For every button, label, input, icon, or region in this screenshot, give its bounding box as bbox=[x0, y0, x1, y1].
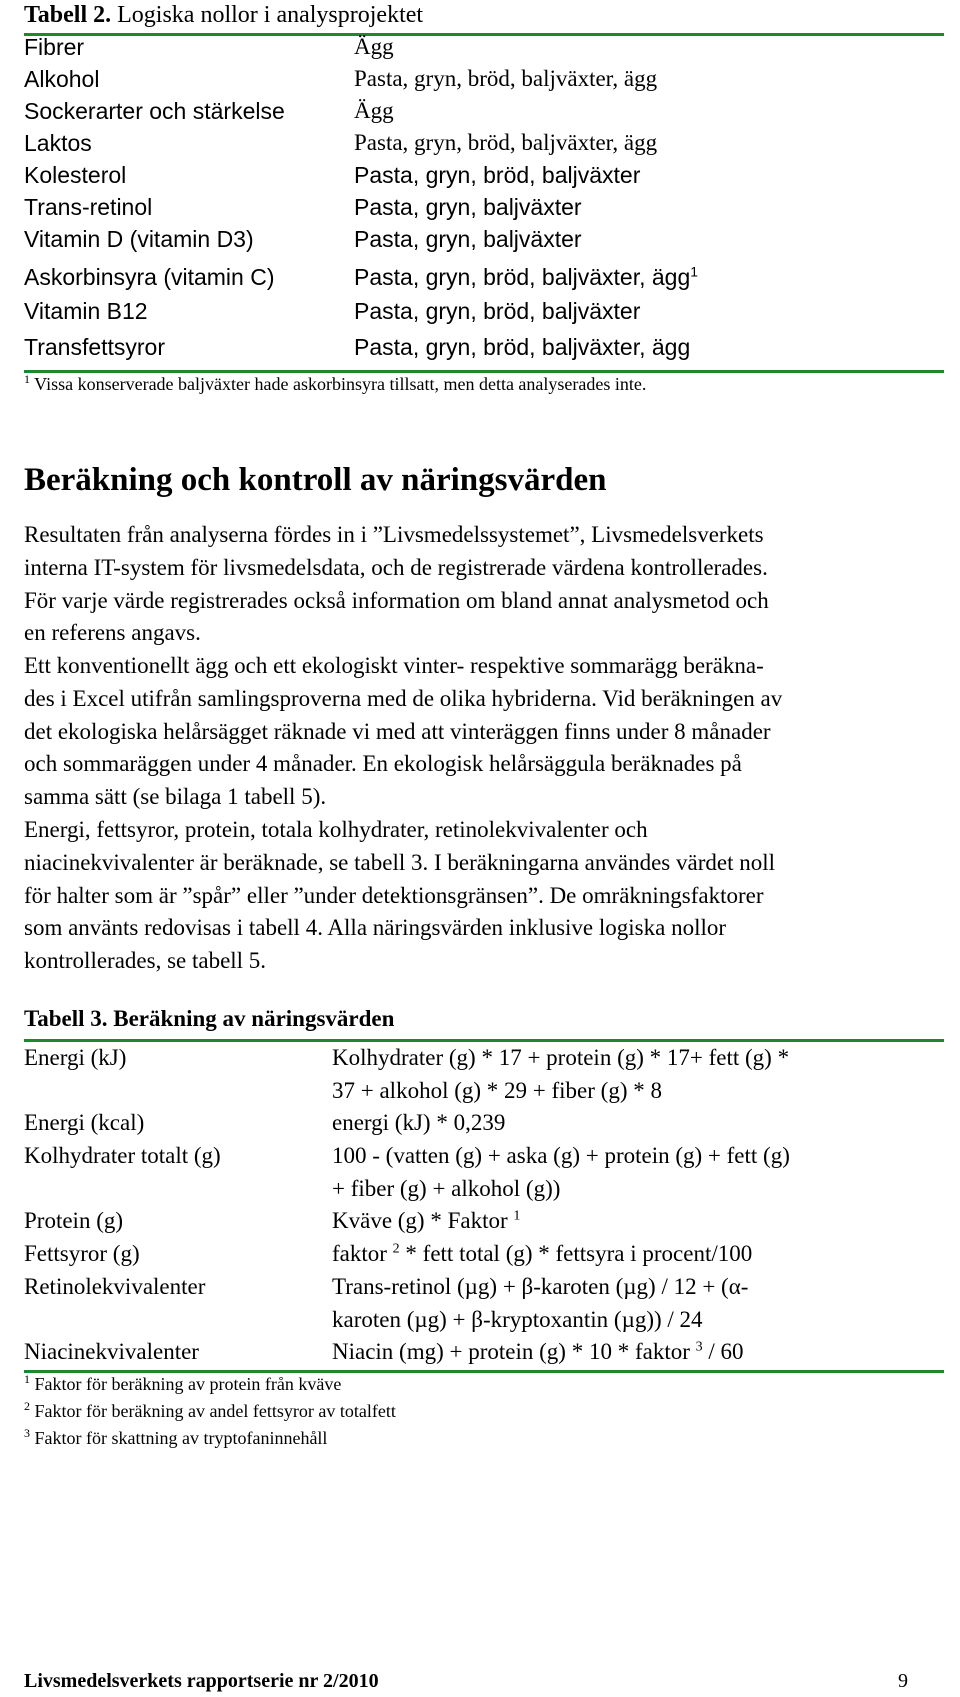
table2-nutrient: Laktos bbox=[24, 130, 92, 156]
table2-nutrient: Transfettsyror bbox=[24, 334, 166, 360]
table3-formula-line: 37 + alkohol (g) * 29 + fiber (g) * 8 bbox=[332, 1077, 662, 1103]
table2-foods: Pasta, gryn, bröd, baljväxter bbox=[354, 162, 641, 188]
paragraph-line: Resultaten från analyserna fördes in i ”Livsmedelssystemet”, Livsmedelsverkets bbox=[24, 522, 764, 547]
table3-label: Energi (kcal) bbox=[24, 1110, 145, 1135]
table3-footnote-text: Faktor för beräkning av andel fettsyror av totalfett bbox=[30, 1401, 396, 1421]
paragraph-line: kontrollerades, se tabell 5. bbox=[24, 948, 267, 974]
table2-row bbox=[24, 264, 944, 294]
table2-footnote-text: Vissa konserverade baljväxter hade askorbinsyra tillsatt, men detta analyserades inte. bbox=[30, 374, 647, 394]
table2-footnote-ref: 1 bbox=[690, 263, 699, 280]
table2-title bbox=[24, 2, 423, 29]
table2-foods: Pasta, gryn, bröd, baljväxter, ägg bbox=[354, 66, 658, 91]
table3-footnote bbox=[24, 1428, 327, 1449]
table2-title-label: Tabell 2. bbox=[24, 2, 112, 28]
table2-nutrient: Askorbinsyra (vitamin C) bbox=[24, 264, 275, 290]
table3-label: Energi (kJ) bbox=[24, 1045, 127, 1070]
table3-label: Retinolekvivalenter bbox=[24, 1274, 206, 1299]
table2-nutrient: Fibrer bbox=[24, 34, 85, 60]
table2-bottom-rule bbox=[24, 370, 944, 373]
table3-footnote-ref: 1 bbox=[513, 1208, 521, 1224]
table2-nutrient: Vitamin D (vitamin D3) bbox=[24, 226, 254, 252]
table2-foods: Pasta, gryn, bröd, baljväxter, ägg bbox=[354, 264, 691, 290]
table3-footnote-text: Faktor för beräkning av protein från kväve bbox=[30, 1374, 342, 1394]
table2-nutrient: Alkohol bbox=[24, 66, 100, 92]
table2-foods: Ägg bbox=[354, 34, 394, 59]
table2-footnote bbox=[24, 374, 646, 395]
paragraph-line: och sommaräggen under 4 månader. En ekologisk helårsäggula beräknades på bbox=[24, 751, 742, 777]
table3-formula bbox=[332, 1042, 932, 1107]
paragraph-2 bbox=[24, 650, 944, 814]
table2-row bbox=[24, 334, 944, 364]
paragraph-line: som använts redovisas i tabell 4. Alla näringsvärden inklusive logiska nollor bbox=[24, 915, 727, 941]
paragraph-line: niacinekvivalenter är beräknade, se tabell 3. I beräkningarna användes värdet noll bbox=[24, 849, 775, 875]
table2-nutrient: Sockerarter och stärkelse bbox=[24, 98, 285, 124]
table2-row bbox=[24, 34, 944, 64]
table3-label: Kolhydrater totalt (g) bbox=[24, 1143, 221, 1168]
table3-formula bbox=[332, 1107, 932, 1140]
table3-formula-text: / 60 bbox=[702, 1339, 744, 1364]
table2-foods: Pasta, gryn, bröd, baljväxter, ägg bbox=[354, 130, 658, 155]
table2-row bbox=[24, 194, 944, 224]
table2-foods-wrap bbox=[354, 264, 698, 291]
table3-footnote bbox=[24, 1374, 341, 1395]
paragraph-line: en referens angavs. bbox=[24, 620, 201, 646]
table3-footnote-ref: 3 bbox=[695, 1339, 703, 1355]
table2-nutrient: Kolesterol bbox=[24, 162, 127, 188]
page-number: 9 bbox=[898, 1670, 908, 1692]
table2-foods: Pasta, gryn, bröd, baljväxter, ägg bbox=[354, 334, 691, 360]
table3-formula-text: * fett total (g) * fettsyra i procent/100 bbox=[399, 1241, 753, 1266]
table3-formula bbox=[332, 1205, 932, 1238]
table3-formula-line: Trans-retinol (µg) + β-karoten (µg) / 12 + (α- bbox=[332, 1274, 749, 1299]
table2-row bbox=[24, 162, 944, 192]
table2-row bbox=[24, 66, 944, 96]
table3-formula-line: 100 - (vatten (g) + aska (g) + protein (g) + fett (g) bbox=[332, 1143, 790, 1168]
table2-row bbox=[24, 98, 944, 128]
paragraph-3 bbox=[24, 814, 944, 978]
table3-footnote bbox=[24, 1401, 396, 1422]
paragraph-line: för halter som är ”spår” eller ”under detektionsgränsen”. De omräkningsfaktorer bbox=[24, 882, 764, 908]
table2-foods: Ägg bbox=[354, 98, 394, 123]
table3-label: Niacinekvivalenter bbox=[24, 1339, 199, 1364]
table3-formula bbox=[332, 1140, 932, 1205]
paragraph-line: samma sätt (se bilaga 1 tabell 5). bbox=[24, 784, 327, 810]
table2-row bbox=[24, 130, 944, 160]
table3-formula-line bbox=[332, 1336, 932, 1369]
footer-series: Livsmedelsverkets rapportserie nr 2/2010 bbox=[24, 1670, 379, 1692]
paragraph-line: Energi, fettsyror, protein, totala kolhydrater, retinolekvivalenter och bbox=[24, 817, 648, 842]
table3-label: Fettsyror (g) bbox=[24, 1241, 140, 1266]
paragraph-line: För varje värde registrerades också information om bland annat analysmetod och bbox=[24, 587, 769, 613]
table2-footnote-number: 1 bbox=[24, 372, 30, 386]
table3-formula-text: faktor bbox=[332, 1241, 393, 1266]
table3-footnote-number: 2 bbox=[24, 1399, 30, 1413]
paragraph-line: det ekologiska helårsägget räknade vi med att vinteräggen finns under 8 månader bbox=[24, 718, 771, 744]
paragraph-1 bbox=[24, 519, 944, 650]
table3-formula bbox=[332, 1238, 932, 1271]
table2-foods: Pasta, gryn, bröd, baljväxter bbox=[354, 298, 641, 324]
table2-foods: Pasta, gryn, baljväxter bbox=[354, 194, 582, 220]
table3-formula-line: karoten (µg) + β-kryptoxantin (µg)) / 24 bbox=[332, 1306, 703, 1332]
table3-formula-line: energi (kJ) * 0,239 bbox=[332, 1110, 506, 1135]
table3-footnote-number: 3 bbox=[24, 1426, 30, 1440]
table3-footnote-text: Faktor för skattning av tryptofaninnehåll bbox=[30, 1428, 328, 1448]
table2-foods: Pasta, gryn, baljväxter bbox=[354, 226, 582, 252]
section-heading: Beräkning och kontroll av näringsvärden bbox=[24, 462, 607, 498]
table3-label: Protein (g) bbox=[24, 1208, 124, 1233]
table3-formula-text: Niacin (mg) + protein (g) * 10 * faktor bbox=[332, 1339, 696, 1364]
table3-formula-line bbox=[332, 1205, 932, 1238]
table2-nutrient: Trans-retinol bbox=[24, 194, 153, 220]
table3-formula-line: + fiber (g) + alkohol (g)) bbox=[332, 1175, 561, 1201]
table2-title-text: Logiska nollor i analysprojektet bbox=[111, 2, 424, 28]
table3-formula-line bbox=[332, 1238, 932, 1271]
table2-nutrient: Vitamin B12 bbox=[24, 298, 148, 324]
table2-row bbox=[24, 226, 944, 256]
table3-formula bbox=[332, 1271, 932, 1336]
paragraph-line: interna IT-system för livsmedelsdata, och de registrerade värdena kontrollerades. bbox=[24, 554, 768, 580]
table3-formula bbox=[332, 1336, 932, 1369]
paragraph-line: Ett konventionellt ägg och ett ekologiskt vinter- respektive sommarägg beräkna- bbox=[24, 653, 764, 678]
table3-formula-line: Kolhydrater (g) * 17 + protein (g) * 17+ fett (g) * bbox=[332, 1045, 790, 1070]
table2-row bbox=[24, 298, 944, 328]
table3-footnote-number: 1 bbox=[24, 1372, 30, 1386]
table3-title: Tabell 3. Beräkning av näringsvärden bbox=[24, 1006, 395, 1031]
table3-footnote-ref: 2 bbox=[392, 1241, 400, 1257]
table3-formula-text: Kväve (g) * Faktor bbox=[332, 1208, 514, 1233]
table3-bottom-rule bbox=[24, 1370, 944, 1373]
paragraph-line: des i Excel utifrån samlingsproverna med de olika hybriderna. Vid beräkningen av bbox=[24, 685, 783, 711]
